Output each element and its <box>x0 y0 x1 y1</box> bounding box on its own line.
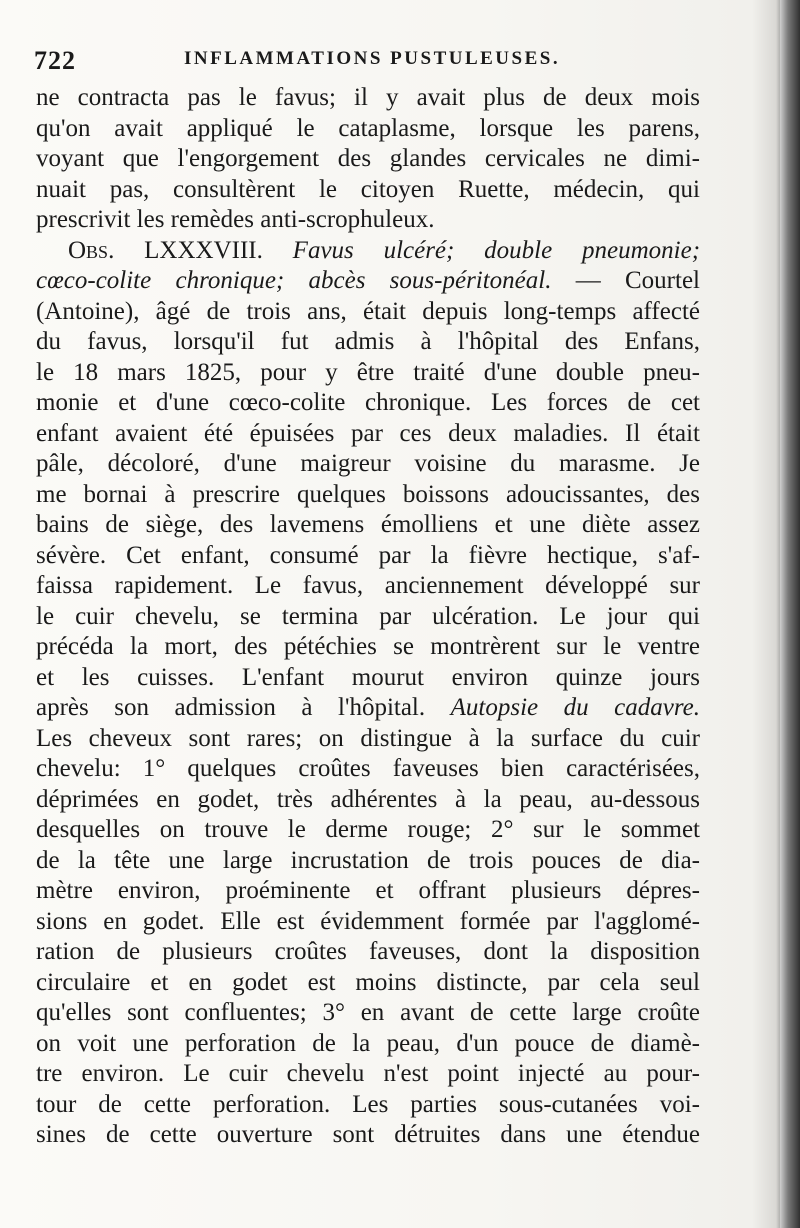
page-header <box>34 40 694 80</box>
text-line: qu'on avait appliqué le cataplasme, lorsque les parens, <box>36 114 700 142</box>
text-line: et les cuisses. L'enfant mourut environ quinze jours <box>36 663 700 691</box>
text-line: enfant avaient été épuisées par ces deux maladies. Il était <box>36 419 700 447</box>
text-line: pâle, décoloré, d'une maigreur voisine du marasme. Je <box>36 450 700 477</box>
text-line: prescrivit les remèdes anti-scrophuleux. <box>36 206 435 233</box>
text-line: (Antoine), âgé de trois ans, était depuis long-temps affecté <box>36 297 700 325</box>
text-line: le cuir chevelu, se termina par ulcération. Le jour qui <box>36 602 700 630</box>
text-line: précéda la mort, des pétéchies se montrèrent sur le ventre <box>36 633 700 660</box>
observation-title-part-2: cœco-colite chronique; abcès sous-péritonéal. <box>36 267 552 294</box>
running-head: INFLAMMATIONS PUSTULEUSES. <box>184 48 561 69</box>
text-line: qu'elles sont confluentes; 3° en avant de cette large croûte <box>36 999 700 1026</box>
text-line: de la tête une large incrustation de trois pouces de dia- <box>36 846 700 874</box>
autopsy-title: Autopsie du cadavre. <box>450 694 701 721</box>
text-line: ration de plusieurs croûtes faveuses, dont la disposition <box>36 938 700 965</box>
book-spine-shadow <box>780 0 800 1228</box>
body-text <box>36 83 700 1151</box>
text-line: le 18 mars 1825, pour y être traité d'une double pneu- <box>36 358 700 386</box>
text-line: ne contracta pas le favus; il y avait plus de deux mois <box>36 84 700 111</box>
text-line: bains de siège, des lavemens émolliens et une diète assez <box>36 511 700 538</box>
observation-number: LXXXVIII. <box>144 236 263 264</box>
text-line: voyant que l'engorgement des glandes cervicales ne dimi- <box>36 145 700 172</box>
text-line: sévère. Cet enfant, consumé par la fièvre hectique, s'af- <box>36 541 700 569</box>
text-line: nuait pas, consultèrent le citoyen Ruette, médecin, qui <box>36 175 700 203</box>
observation-title-continuation: — Courtel <box>575 267 700 294</box>
autopsy-heading-line <box>36 693 700 724</box>
text-line: desquelles on trouve le derme rouge; 2° sur le sommet <box>36 816 700 843</box>
text-line: sions en godet. Elle est évidemment formée par l'agglomé- <box>36 907 700 935</box>
text-line: Les cheveux sont rares; on distingue à la surface du cuir <box>36 724 700 752</box>
observation-title-part-1: Favus ulcéré; double pneumonie; <box>292 236 701 264</box>
text-line: tre environ. Le cuir chevelu n'est point injecté au pour- <box>36 1060 700 1087</box>
observation-title-line <box>36 266 700 297</box>
text-line: du favus, lorsqu'il fut admis à l'hôpital des Enfans, <box>36 328 700 355</box>
text-line: circulaire et en godet est moins distincte, par cela seul <box>36 968 700 996</box>
text-line: monie et d'une cœco-colite chronique. Les forces de cet <box>36 389 700 416</box>
text-line: sines de cette ouverture sont détruites dans une étendue <box>36 1121 700 1148</box>
page-number: 722 <box>34 46 76 75</box>
text-line: me bornai à prescrire quelques boissons adoucissantes, des <box>36 480 700 508</box>
observation-label: Obs. <box>68 236 115 264</box>
text-line: chevelu: 1° quelques croûtes faveuses bien caractérisées, <box>36 755 700 782</box>
text-line: mètre environ, proéminente et offrant plusieurs dépres- <box>36 877 700 904</box>
text-line: tour de cette perforation. Les parties sous-cutanées voi- <box>36 1090 700 1118</box>
observation-heading-line <box>36 236 700 267</box>
autopsy-lead-text: après son admission à l'hôpital. <box>36 694 426 721</box>
text-line: déprimées en godet, très adhérentes à la peau, au-dessous <box>36 785 700 813</box>
text-line: on voit une perforation de la peau, d'un pouce de diamè- <box>36 1029 700 1057</box>
text-line: faissa rapidement. Le favus, anciennement développé sur <box>36 572 700 599</box>
